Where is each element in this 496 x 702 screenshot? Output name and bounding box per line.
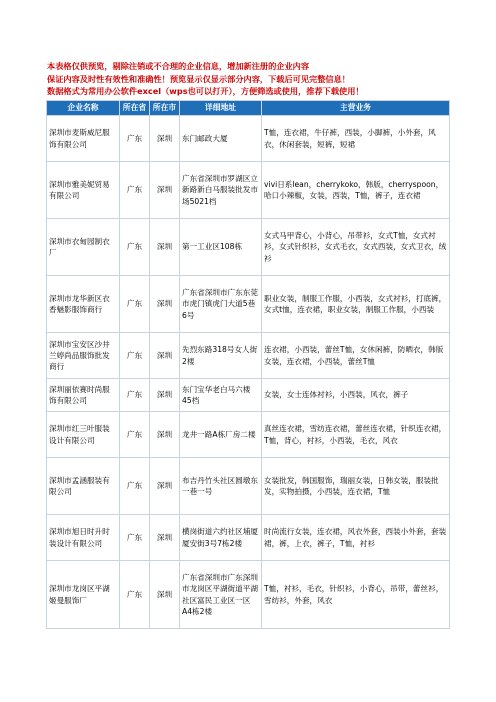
notice-line-2: 保证内容及时性有效性和准确性！预览显示仅显示部分内容，下载后可见完整信息！: [47, 73, 350, 84]
address-cell: 先烈东路318号女人街2楼: [180, 333, 262, 379]
province-cell: 广东: [120, 162, 150, 219]
business-cell: 职业女装，制服工作服，小西装，女式衬衫，打底裤，女式t恤，连衣裙，职业女装，制服工作服，小西装: [262, 276, 450, 333]
province-cell: 广东: [120, 458, 150, 515]
table-row: [47, 379, 450, 412]
city-cell: 深圳: [150, 412, 180, 458]
business-cell: 连衣裙，小西装，蕾丝T恤，女休闲裤，防晒衣，韩版女装，连衣裙，小西装，蕾丝T恤: [262, 333, 450, 379]
company-name-cell: 深圳市雅美妮贸易有限公司: [47, 162, 120, 219]
header-province: 所在省: [120, 101, 150, 116]
province-cell: 广东: [120, 379, 150, 412]
province-cell: 广东: [120, 219, 150, 276]
business-cell: 女式马甲背心，小背心，吊带衫，女式T恤，女式衬衫，女式针织衫，女式毛衣，女式西装，女式卫衣，绒衫: [262, 219, 450, 276]
province-cell: 广东: [120, 276, 150, 333]
city-cell: 深圳: [150, 379, 180, 412]
company-name-cell: 深圳市龙华新区衣香魅影服饰商行: [47, 276, 120, 333]
business-cell: vivi日系lean，cherrykoko，韩版，cherryspoon，哈口小辣椒，女装，西装，T恤，裤子，连衣裙: [262, 162, 450, 219]
city-cell: 深圳: [150, 333, 180, 379]
table-row: [47, 276, 450, 333]
table-row: [47, 412, 450, 458]
table-header-row: [47, 101, 450, 116]
province-cell: 广东: [120, 515, 150, 561]
business-cell: 女装批发，韩国服饰，瑞丽女装，日韩女装，服装批发，实物拍摄，小西装，连衣裙，T恤: [262, 458, 450, 515]
city-cell: 深圳: [150, 276, 180, 333]
table-row: [47, 515, 450, 561]
city-cell: 深圳: [150, 116, 180, 162]
header-business: 主营业务: [262, 101, 450, 116]
business-cell: 女装，女士连体衬衫，小西装，风衣，裤子: [262, 379, 450, 412]
notice-line-3: 数据格式为常用办公软件excel（wps也可以打开），方便筛选或使用，推荐下载使用！: [47, 86, 364, 96]
city-cell: 深圳: [150, 515, 180, 561]
company-table: [46, 100, 450, 629]
business-cell: 真丝连衣裙，雪纺连衣裙，蕾丝连衣裙，针织连衣裙，T恤，背心，衬衫，小西装，毛衣，风衣: [262, 412, 450, 458]
header-address: 详细地址: [180, 101, 262, 116]
table-row: [47, 333, 450, 379]
table-row: [47, 116, 450, 162]
company-name-cell: 深圳市红三叶服装设计有限公司: [47, 412, 120, 458]
notice-block: [47, 60, 467, 98]
address-cell: 东门邮政大厦: [180, 116, 262, 162]
table-row: [47, 561, 450, 629]
business-cell: T恤，连衣裙，牛仔裤，西装，小脚裤，小外套，风衣，休闲套装，短裤，短裙: [262, 116, 450, 162]
header-company-name: 企业名称: [47, 101, 120, 116]
city-cell: 深圳: [150, 162, 180, 219]
company-name-cell: 深圳市衣甸园制衣厂: [47, 219, 120, 276]
company-name-cell: 深圳市龙岗区平湖姬曼服饰厂: [47, 561, 120, 629]
table-row: [47, 219, 450, 276]
address-cell: 龙井一路A栋厂房二楼: [180, 412, 262, 458]
address-cell: 第一工业区108栋: [180, 219, 262, 276]
address-cell: 横岗街道六约社区埔厦厦安街3号7栋2楼: [180, 515, 262, 561]
table-row: [47, 458, 450, 515]
header-city: 所在市: [150, 101, 180, 116]
company-name-cell: 深圳市孟涵服装有限公司: [47, 458, 120, 515]
business-cell: T恤，衬衫，毛衣，针织衫，小背心，吊带，蕾丝衫，雪纺衫，外套，风衣: [262, 561, 450, 629]
province-cell: 广东: [120, 333, 150, 379]
address-cell: 布吉丹竹头社区圆墩东一巷一号: [180, 458, 262, 515]
company-name-cell: 深圳市旭日时升时装设计有限公司: [47, 515, 120, 561]
city-cell: 深圳: [150, 458, 180, 515]
province-cell: 广东: [120, 561, 150, 629]
business-cell: 时尚流行女装，连衣裙，风衣外套，西装小外套，套装裙，裤，上衣，裤子，T恤，衬衫: [262, 515, 450, 561]
province-cell: 广东: [120, 412, 150, 458]
address-cell: 广东省深圳市广东深圳市龙岗区平湖街道平湖社区富民工业区一区A4栋2楼: [180, 561, 262, 629]
company-name-cell: 深圳市宝安区沙井兰婷尚品服饰批发商行: [47, 333, 120, 379]
address-cell: 广东省深圳市罗湖区立新路新白马服装批发市场5021档: [180, 162, 262, 219]
address-cell: 广东省深圳市广东东莞市虎门镇虎门大道5巷6号: [180, 276, 262, 333]
city-cell: 深圳: [150, 561, 180, 629]
notice-line-1: 本表格仅供预览，剔除注销或不合理的企业信息，增加新注册的企业内容: [47, 61, 310, 71]
company-name-cell: 深圳丽依赛时尚服饰有限公司: [47, 379, 120, 412]
company-name-cell: 深圳市麦斯威尼服饰有限公司: [47, 116, 120, 162]
city-cell: 深圳: [150, 219, 180, 276]
address-cell: 东门宝华老白马六楼45档: [180, 379, 262, 412]
table-row: [47, 162, 450, 219]
province-cell: 广东: [120, 116, 150, 162]
